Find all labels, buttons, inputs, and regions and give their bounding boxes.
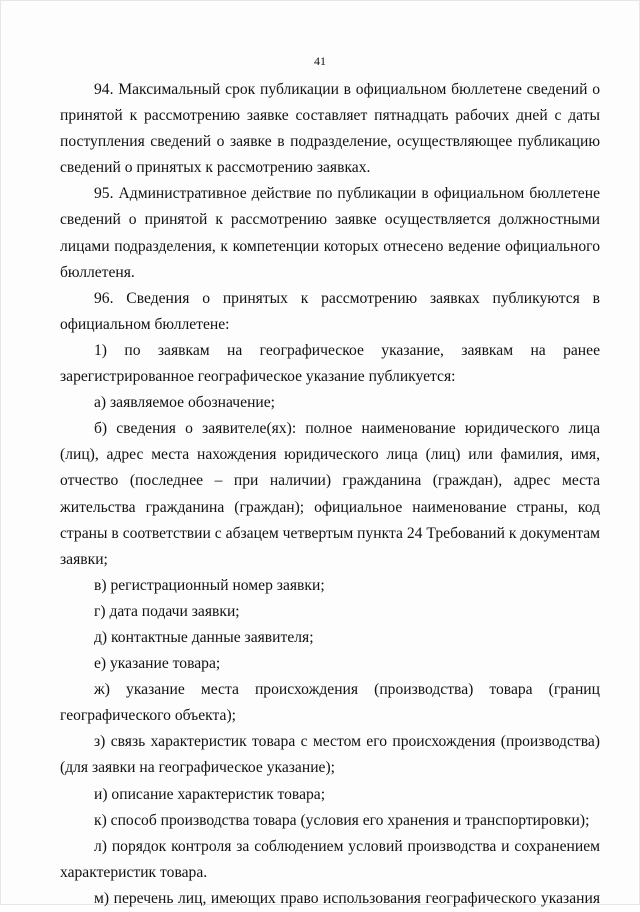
list-item-zh: ж) указание места происхождения (производства) товара (границ географического объекта);: [60, 681, 600, 725]
list-item-m: м) перечень лиц, имеющих право использования географического указания: [94, 889, 600, 907]
list-item-v: в) регистрационный номер заявки;: [94, 576, 325, 594]
document-body: [60, 77, 600, 912]
page-number: 41: [314, 54, 326, 68]
list-item-e: е) указание товара;: [94, 655, 221, 673]
list-item-b: б) сведения о заявителе(ях): полное наименование юридического лица (лиц), адрес места нахождения юридического лица (лиц) или фамилия, имя, отчество (последнее – при наличии) гражданина (граждан), адрес места жительства гражданина (граждан); официальное наименование страны, код страны в соответствии с абзацем четвертым пункта 24 Требований к документам заявки;: [60, 420, 600, 568]
list-item-l: л) порядок контроля за соблюдением условий производства и сохранением характеристик товара.: [60, 837, 600, 881]
list-item-g: г) дата подачи заявки;: [94, 602, 240, 620]
list-item-a: а) заявляемое обозначение;: [94, 394, 276, 412]
list-item-d: д) контактные данные заявителя;: [94, 628, 314, 646]
list-item-k: к) способ производства товара (условия его хранения и транспортировки);: [94, 811, 590, 829]
paragraph-95: 95. Административное действие по публикации в официальном бюллетене сведений о принятой к рассмотрению заявке осуществляется должностными лицами подразделения, к компетенции которых отнесено ведение официального бюллетеня.: [60, 185, 600, 281]
paragraph-96-item-1: 1) по заявкам на географическое указание, заявкам на ранее зарегистрированное географическое указание публикуется:: [60, 341, 600, 386]
paragraph-96: 96. Сведения о принятых к рассмотрению заявках публикуются в официальном бюллетене:: [60, 289, 600, 333]
list-item-z: з) связь характеристик товара с местом его происхождения (производства) (для заявки на географическое указание);: [60, 733, 600, 777]
list-item-i: и) описание характеристик товара;: [94, 785, 326, 803]
paragraph-94: 94. Максимальный срок публикации в официальном бюллетене сведений о принятой к рассмотрению заявке составляет пятнадцать рабочих дней с даты поступления сведений о заявке в подразделение, осуществляющее публикацию сведений о принятых к рассмотрению заявках.: [60, 81, 600, 177]
